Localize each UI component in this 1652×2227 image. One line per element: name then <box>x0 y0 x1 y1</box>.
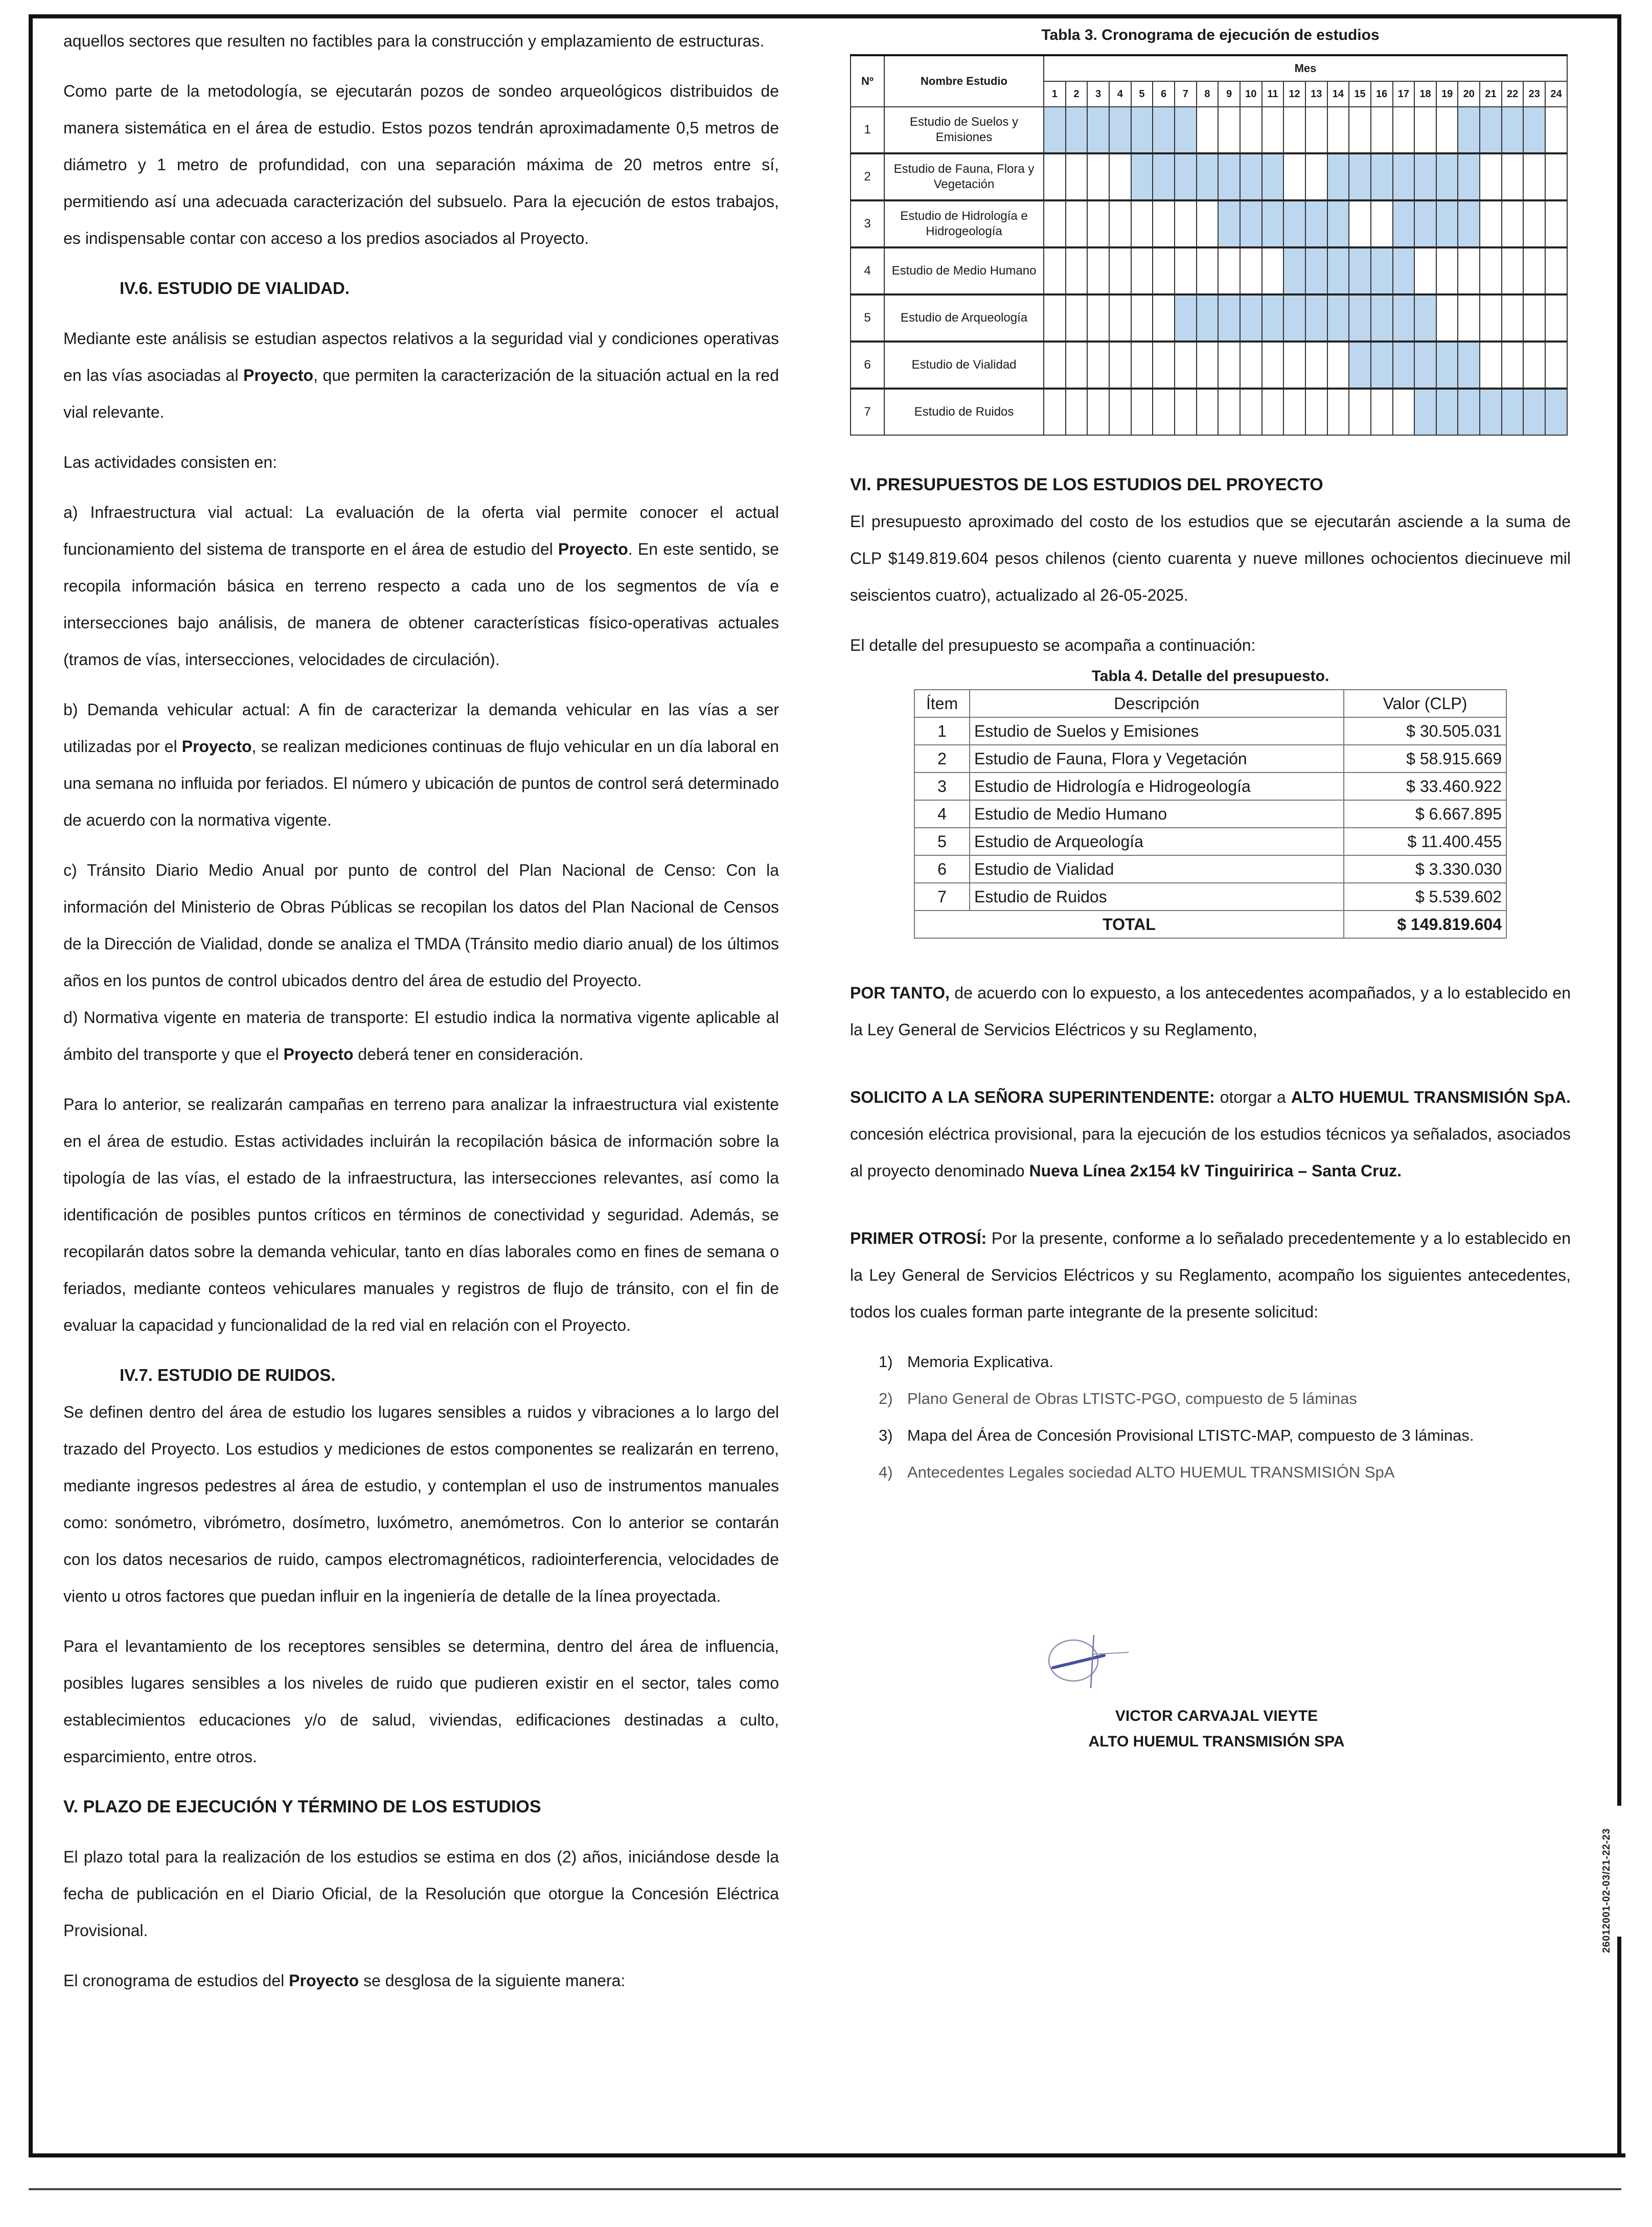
gantt-cell <box>1502 389 1524 435</box>
budget-cell-value: $ 30.505.031 <box>1344 717 1506 745</box>
gantt-cell <box>1218 107 1240 153</box>
gantt-cell <box>1218 389 1240 435</box>
gantt-cell <box>1066 107 1088 153</box>
paragraph-item-d: d) Normativa vigente en materia de transporte: El estudio indica la normativa vigente aplicable al ámbito del transporte y que el Proyecto deberá tener en consideración. <box>63 1008 779 1063</box>
gantt-cell <box>1262 342 1284 389</box>
gantt-row-number: 6 <box>851 342 884 389</box>
annex-item: 3) Mapa del Área de Concesión Provisional LTISTC-MAP, compuesto de 3 láminas. <box>879 1426 1474 1444</box>
gantt-cell <box>1458 247 1480 294</box>
budget-header-value: Valor (CLP) <box>1344 690 1506 717</box>
gantt-schedule-table <box>850 54 1568 436</box>
gantt-cell <box>1044 107 1066 153</box>
gantt-cell <box>1523 342 1545 389</box>
gantt-cell <box>1480 107 1502 153</box>
gantt-cell <box>1044 294 1066 342</box>
gantt-cell <box>1371 200 1393 247</box>
budget-cell-value: $ 11.400.455 <box>1344 828 1506 855</box>
gantt-cell <box>1218 153 1240 200</box>
gantt-row <box>851 342 1567 389</box>
page-border-right-lower <box>1617 1937 1621 2157</box>
gantt-cell <box>1480 247 1502 294</box>
gantt-row-name: Estudio de Arqueología <box>884 294 1044 342</box>
gantt-cell <box>1502 342 1524 389</box>
gantt-cell <box>1175 342 1197 389</box>
budget-cell-desc: Estudio de Ruidos <box>970 883 1344 911</box>
gantt-body <box>851 107 1567 435</box>
paragraph-item-b: b) Demanda vehicular actual: A fin de caracterizar la demanda vehicular en las vías a ser utilizadas por el Proyecto, se realizan mediciones continuas de flujo vehicular en un día laboral en una semana no influida por feriados. El número y ubicación de puntos de control será determinado de acuerdo con la normativa vigente. <box>63 700 779 829</box>
page-border-left <box>29 14 33 2157</box>
gantt-cell <box>1197 247 1219 294</box>
gantt-cell <box>1087 107 1109 153</box>
budget-total-value: $ 149.819.604 <box>1344 911 1506 938</box>
gantt-cell <box>1087 294 1109 342</box>
gantt-cell <box>1044 342 1066 389</box>
gantt-cell <box>1131 200 1153 247</box>
paragraph-detalle: El detalle del presupuesto se acompaña a continuación: <box>850 636 1256 654</box>
gantt-cell <box>1218 247 1240 294</box>
gantt-row-number: 2 <box>851 153 884 200</box>
budget-row <box>914 855 1506 883</box>
gantt-cell <box>1480 389 1502 435</box>
gantt-cell <box>1131 342 1153 389</box>
budget-cell-item: 7 <box>914 883 970 911</box>
gantt-cell <box>1283 247 1305 294</box>
budget-row <box>914 883 1506 911</box>
budget-row <box>914 745 1506 772</box>
gantt-row-number: 5 <box>851 294 884 342</box>
gantt-cell <box>1283 389 1305 435</box>
gantt-cell <box>1502 107 1524 153</box>
budget-cell-value: $ 3.330.030 <box>1344 855 1506 883</box>
gantt-caption: Tabla 3. Cronograma de ejecución de estudios <box>1041 27 1380 43</box>
gantt-cell <box>1414 247 1436 294</box>
paragraph-campanas: Para lo anterior, se realizarán campañas en terreno para analizar la infraestructura vial existente en el área de estudio. Estas actividades incluirán la recopilación básica de información sobre la tipología de las vías, el estado de la infraestructura, las intersecciones relevantes, así como la identificación de posibles puntos críticos en términos de conectividad y seguridad. Además, se recopilarán datos sobre la demanda vehicular, tanto en días laborales como en fines de semana o feriados, mediante conteos vehiculares manuales y registros de flujo de tránsito, con el fin de evaluar la capacidad y funcionalidad de la red vial en relación con el Proyecto. <box>63 1095 779 1334</box>
gantt-cell <box>1414 107 1436 153</box>
document-stamp: 26012001-02-03/21-22-23 <box>1601 1828 1612 1953</box>
gantt-cell <box>1044 247 1066 294</box>
gantt-cell <box>1087 200 1109 247</box>
gantt-cell <box>1197 107 1219 153</box>
gantt-row <box>851 200 1567 247</box>
gantt-month-24: 24 <box>1545 81 1567 107</box>
gantt-cell <box>1458 389 1480 435</box>
gantt-cell <box>1458 294 1480 342</box>
gantt-cell <box>1283 107 1305 153</box>
gantt-cell <box>1262 389 1284 435</box>
paragraph-ruidos-1: Se definen dentro del área de estudio los lugares sensibles a ruidos y vibraciones a lo largo del trazado del Proyecto. Los estudios y mediciones de estos componentes se realizarán en terreno, mediante ingresos pedestres al área de estudio, y contemplan el uso de instrumentos manuales como: sonómetro, vibrómetro, dosímetro, luxómetro, anemómetros. Con lo anterior se contarán con los datos necesarios de ruido, campos electromagnéticos, radiointerferencia, velocidades de viento u otros factores que puedan influir en la ingeniería de detalle de la línea proyectada. <box>63 1403 779 1605</box>
gantt-header-number: Nº <box>851 55 884 107</box>
gantt-cell <box>1545 107 1567 153</box>
gantt-cell <box>1545 389 1567 435</box>
gantt-cell <box>1131 294 1153 342</box>
gantt-cell <box>1109 200 1131 247</box>
gantt-cell <box>1414 294 1436 342</box>
gantt-cell <box>1262 153 1284 200</box>
gantt-cell <box>1305 153 1327 200</box>
gantt-cell <box>1153 389 1175 435</box>
budget-cell-item: 6 <box>914 855 970 883</box>
budget-total-label: TOTAL <box>914 911 1344 938</box>
gantt-cell <box>1066 200 1088 247</box>
gantt-cell <box>1414 342 1436 389</box>
gantt-cell <box>1349 294 1371 342</box>
gantt-cell <box>1436 247 1458 294</box>
gantt-cell <box>1109 107 1131 153</box>
gantt-cell <box>1393 200 1415 247</box>
page-border-bottom <box>29 2153 1625 2157</box>
gantt-cell <box>1327 200 1349 247</box>
budget-cell-item: 1 <box>914 717 970 745</box>
gantt-cell <box>1371 389 1393 435</box>
gantt-cell <box>1175 247 1197 294</box>
gantt-cell <box>1175 294 1197 342</box>
gantt-cell <box>1109 294 1131 342</box>
gantt-month-11: 11 <box>1262 81 1284 107</box>
gantt-cell <box>1066 389 1088 435</box>
gantt-cell <box>1262 294 1284 342</box>
gantt-cell <box>1240 342 1262 389</box>
gantt-month-4: 4 <box>1109 81 1131 107</box>
gantt-row-name: Estudio de Hidrología e Hidrogeología <box>884 200 1044 247</box>
paragraph-vialidad-intro: Mediante este análisis se estudian aspectos relativos a la seguridad vial y condiciones operativas en las vías asociadas al Proyecto, que permiten la caracterización de la situación actual en la red vial relevante. <box>63 329 779 421</box>
budget-cell-desc: Estudio de Hidrología e Hidrogeología <box>970 772 1344 800</box>
gantt-cell <box>1109 247 1131 294</box>
budget-cell-item: 3 <box>914 772 970 800</box>
gantt-row-name: Estudio de Fauna, Flora y Vegetación <box>884 153 1044 200</box>
gantt-cell <box>1393 107 1415 153</box>
gantt-cell <box>1349 153 1371 200</box>
gantt-month-23: 23 <box>1523 81 1545 107</box>
gantt-cell <box>1523 200 1545 247</box>
gantt-cell <box>1305 342 1327 389</box>
gantt-row-number: 3 <box>851 200 884 247</box>
gantt-cell <box>1371 342 1393 389</box>
gantt-cell <box>1327 389 1349 435</box>
gantt-cell <box>1545 342 1567 389</box>
gantt-month-7: 7 <box>1175 81 1197 107</box>
gantt-cell <box>1414 200 1436 247</box>
gantt-cell <box>1044 153 1066 200</box>
budget-cell-item: 2 <box>914 745 970 772</box>
right-column <box>850 22 1571 1491</box>
budget-header-description: Descripción <box>970 690 1344 717</box>
gantt-cell <box>1545 153 1567 200</box>
gantt-cell <box>1393 153 1415 200</box>
gantt-month-18: 18 <box>1414 81 1436 107</box>
gantt-cell <box>1502 247 1524 294</box>
gantt-month-9: 9 <box>1218 81 1240 107</box>
budget-cell-desc: Estudio de Suelos y Emisiones <box>970 717 1344 745</box>
gantt-cell <box>1414 389 1436 435</box>
gantt-cell <box>1393 389 1415 435</box>
budget-cell-desc: Estudio de Arqueología <box>970 828 1344 855</box>
gantt-month-12: 12 <box>1283 81 1305 107</box>
paragraph-por-tanto: POR TANTO, de acuerdo con lo expuesto, a los antecedentes acompañados, y a lo establecido en la Ley General de Servicios Eléctricos y su Reglamento, <box>850 984 1571 1039</box>
paragraph-solicito: SOLICITO A LA SEÑORA SUPERINTENDENTE: otorgar a ALTO HUEMUL TRANSMISIÓN SpA. concesión eléctrica provisional, para la ejecución de los estudios técnicos ya señalados, asociados al proyecto denominado Nueva Línea 2x154 kV Tinguiririca – Santa Cruz. <box>850 1088 1571 1180</box>
gantt-month-2: 2 <box>1066 81 1088 107</box>
gantt-row <box>851 247 1567 294</box>
gantt-cell <box>1458 200 1480 247</box>
budget-row <box>914 717 1506 745</box>
gantt-cell <box>1502 200 1524 247</box>
gantt-cell <box>1414 153 1436 200</box>
gantt-cell <box>1523 107 1545 153</box>
signatory-company: ALTO HUEMUL TRANSMISIÓN SPA <box>1088 1733 1345 1750</box>
gantt-cell <box>1523 247 1545 294</box>
gantt-month-3: 3 <box>1087 81 1109 107</box>
gantt-cell <box>1502 294 1524 342</box>
paragraph-item-a: a) Infraestructura vial actual: La evaluación de la oferta vial permite conocer el actual funcionamiento del sistema de transporte en el área de estudio del Proyecto. En este sentido, se recopila información básica en terreno respecto a cada uno de los segmentos de vía e intersecciones bajo análisis, de manera de obtener características físico-operativas actuales (tramos de vías, intersecciones, velocidades de circulación). <box>63 503 779 669</box>
paragraph-presupuesto: El presupuesto aproximado del costo de los estudios que se ejecutarán asciende a la suma de CLP $149.819.604 pesos chilenos (ciento cuarenta y nueve millones ochocientos diecinueve mil seiscientos cuatro), actualizado al 26-05-2025. <box>850 512 1571 604</box>
heading-estudio-vialidad: IV.6. ESTUDIO DE VIALIDAD. <box>120 279 350 298</box>
gantt-cell <box>1283 153 1305 200</box>
gantt-cell <box>1153 294 1175 342</box>
gantt-cell <box>1131 107 1153 153</box>
annex-item: 2) Plano General de Obras LTISTC-PGO, compuesto de 5 láminas <box>879 1390 1357 1407</box>
gantt-cell <box>1066 153 1088 200</box>
gantt-month-17: 17 <box>1393 81 1415 107</box>
gantt-cell <box>1327 107 1349 153</box>
paragraph-plazo: El plazo total para la realización de los estudios se estima en dos (2) años, iniciándose desde la fecha de publicación en el Diario Oficial, de la Resolución que otorgue la Concesión Eléctrica Provisional. <box>63 1848 779 1940</box>
budget-cell-desc: Estudio de Fauna, Flora y Vegetación <box>970 745 1344 772</box>
gantt-cell <box>1523 389 1545 435</box>
gantt-cell <box>1109 153 1131 200</box>
paragraph-item-c: c) Tránsito Diario Medio Anual por punto de control del Plan Nacional de Censo: Con la información del Ministerio de Obras Públicas se recopilan los datos del Plan Nacional de Censos de la Dirección de Vialidad, donde se analiza el TMDA (Tránsito medio diario anual) de los últimos años en los puntos de control ubicados dentro del área de estudio del Proyecto. <box>63 861 779 990</box>
budget-cell-value: $ 33.460.922 <box>1344 772 1506 800</box>
budget-row <box>914 800 1506 828</box>
gantt-cell <box>1480 153 1502 200</box>
gantt-month-15: 15 <box>1349 81 1371 107</box>
gantt-cell <box>1131 389 1153 435</box>
heading-plazo-ejecucion: V. PLAZO DE EJECUCIÓN Y TÉRMINO DE LOS ESTUDIOS <box>63 1797 541 1816</box>
gantt-cell <box>1436 294 1458 342</box>
gantt-cell <box>1283 200 1305 247</box>
gantt-cell <box>1218 200 1240 247</box>
left-column <box>63 22 779 1999</box>
annex-list <box>850 1344 1571 1491</box>
gantt-cell <box>1458 107 1480 153</box>
budget-total-row <box>914 911 1506 938</box>
gantt-row-name: Estudio de Ruidos <box>884 389 1044 435</box>
gantt-cell <box>1458 342 1480 389</box>
budget-cell-value: $ 58.915.669 <box>1344 745 1506 772</box>
signatory-name: VICTOR CARVAJAL VIEYTE <box>1115 1708 1318 1724</box>
paragraph-primer-otrosi: PRIMER OTROSÍ: Por la presente, conforme a lo señalado precedentemente y a lo establecido en la Ley General de Servicios Eléctricos y su Reglamento, acompaño los siguientes antecedentes, todos los cuales forman parte integrante de la presente solicitud: <box>850 1229 1571 1321</box>
gantt-cell <box>1087 342 1109 389</box>
gantt-cell <box>1327 342 1349 389</box>
gantt-cell <box>1218 342 1240 389</box>
gantt-cell <box>1545 200 1567 247</box>
gantt-cell <box>1349 107 1371 153</box>
gantt-cell <box>1087 389 1109 435</box>
gantt-row-number: 1 <box>851 107 884 153</box>
budget-row <box>914 772 1506 800</box>
gantt-cell <box>1393 247 1415 294</box>
budget-cell-item: 4 <box>914 800 970 828</box>
budget-row <box>914 828 1506 855</box>
budget-cell-value: $ 5.539.602 <box>1344 883 1506 911</box>
gantt-month-14: 14 <box>1327 81 1349 107</box>
gantt-month-1: 1 <box>1044 81 1066 107</box>
budget-cell-desc: Estudio de Medio Humano <box>970 800 1344 828</box>
gantt-cell <box>1305 247 1327 294</box>
budget-body <box>914 717 1506 911</box>
gantt-cell <box>1283 342 1305 389</box>
annex-item: 4) Antecedentes Legales sociedad ALTO HUEMUL TRANSMISIÓN SpA <box>879 1463 1395 1481</box>
gantt-cell <box>1480 200 1502 247</box>
gantt-cell <box>1349 389 1371 435</box>
gantt-cell <box>1327 153 1349 200</box>
paragraph-ruidos-2: Para el levantamiento de los receptores sensibles se determina, dentro del área de influencia, posibles lugares sensibles a los niveles de ruido que pudieren existir en el sector, tales como establecimientos educaciones y/o de salud, viviendas, edificaciones destinadas a culto, esparcimiento, entre otros. <box>63 1637 779 1766</box>
gantt-cell <box>1197 342 1219 389</box>
gantt-row <box>851 107 1567 153</box>
gantt-cell <box>1044 200 1066 247</box>
gantt-month-5: 5 <box>1131 81 1153 107</box>
paragraph-intro-tail: aquellos sectores que resulten no factibles para la construcción y emplazamiento de estructuras. <box>63 32 765 50</box>
paragraph-cronograma: El cronograma de estudios del Proyecto se desglosa de la siguiente manera: <box>63 1971 626 1990</box>
gantt-cell <box>1109 342 1131 389</box>
page-border-top <box>29 14 1621 18</box>
gantt-cell <box>1153 247 1175 294</box>
footer-rule <box>29 2188 1621 2190</box>
heading-presupuestos: VI. PRESUPUESTOS DE LOS ESTUDIOS DEL PROYECTO <box>850 475 1323 494</box>
gantt-month-16: 16 <box>1371 81 1393 107</box>
gantt-cell <box>1240 200 1262 247</box>
budget-cell-value: $ 6.667.895 <box>1344 800 1506 828</box>
budget-header-item: Ítem <box>914 690 970 717</box>
gantt-cell <box>1066 294 1088 342</box>
gantt-cell <box>1393 294 1415 342</box>
gantt-cell <box>1523 153 1545 200</box>
page-border-right-upper <box>1617 14 1621 1806</box>
gantt-cell <box>1197 294 1219 342</box>
gantt-month-13: 13 <box>1305 81 1327 107</box>
gantt-month-8: 8 <box>1197 81 1219 107</box>
gantt-cell <box>1305 200 1327 247</box>
gantt-cell <box>1523 294 1545 342</box>
gantt-header-month: Mes <box>1044 55 1567 81</box>
gantt-cell <box>1066 247 1088 294</box>
gantt-cell <box>1131 153 1153 200</box>
gantt-cell <box>1240 294 1262 342</box>
gantt-cell <box>1371 247 1393 294</box>
gantt-row-name: Estudio de Vialidad <box>884 342 1044 389</box>
gantt-cell <box>1436 107 1458 153</box>
gantt-cell <box>1240 247 1262 294</box>
gantt-cell <box>1458 153 1480 200</box>
gantt-cell <box>1436 389 1458 435</box>
gantt-cell <box>1066 342 1088 389</box>
heading-estudio-ruidos: IV.7. ESTUDIO DE RUIDOS. <box>120 1366 336 1384</box>
gantt-cell <box>1502 153 1524 200</box>
gantt-cell <box>1240 107 1262 153</box>
gantt-cell <box>1153 153 1175 200</box>
gantt-cell <box>1175 107 1197 153</box>
gantt-month-22: 22 <box>1502 81 1524 107</box>
gantt-header-name: Nombre Estudio <box>884 55 1044 107</box>
gantt-cell <box>1349 342 1371 389</box>
gantt-cell <box>1305 294 1327 342</box>
gantt-cell <box>1262 247 1284 294</box>
handwritten-signature-icon <box>1043 1631 1135 1692</box>
gantt-row <box>851 389 1567 435</box>
gantt-row <box>851 294 1567 342</box>
gantt-cell <box>1436 342 1458 389</box>
gantt-row-name: Estudio de Suelos y Emisiones <box>884 107 1044 153</box>
budget-table <box>914 689 1507 939</box>
gantt-month-19: 19 <box>1436 81 1458 107</box>
gantt-row-number: 4 <box>851 247 884 294</box>
gantt-cell <box>1545 247 1567 294</box>
gantt-row-number: 7 <box>851 389 884 435</box>
gantt-cell <box>1371 294 1393 342</box>
gantt-cell <box>1153 107 1175 153</box>
gantt-cell <box>1175 200 1197 247</box>
gantt-cell <box>1153 200 1175 247</box>
gantt-month-10: 10 <box>1240 81 1262 107</box>
gantt-cell <box>1305 107 1327 153</box>
gantt-cell <box>1175 389 1197 435</box>
gantt-cell <box>1153 342 1175 389</box>
budget-caption: Tabla 4. Detalle del presupuesto. <box>1091 668 1329 685</box>
gantt-cell <box>1327 294 1349 342</box>
gantt-cell <box>1349 200 1371 247</box>
gantt-cell <box>1087 247 1109 294</box>
gantt-cell <box>1393 342 1415 389</box>
gantt-cell <box>1109 389 1131 435</box>
gantt-cell <box>1349 247 1371 294</box>
gantt-cell <box>1262 107 1284 153</box>
gantt-cell <box>1436 153 1458 200</box>
gantt-cell <box>1197 200 1219 247</box>
gantt-cell <box>1240 389 1262 435</box>
gantt-cell <box>1371 107 1393 153</box>
gantt-cell <box>1480 294 1502 342</box>
budget-cell-item: 5 <box>914 828 970 855</box>
gantt-cell <box>1305 389 1327 435</box>
annex-item: 1) Memoria Explicativa. <box>879 1353 1053 1371</box>
gantt-cell <box>1044 389 1066 435</box>
gantt-cell <box>1545 294 1567 342</box>
gantt-month-20: 20 <box>1458 81 1480 107</box>
gantt-cell <box>1283 294 1305 342</box>
gantt-cell <box>1262 200 1284 247</box>
gantt-cell <box>1197 153 1219 200</box>
gantt-cell <box>1480 342 1502 389</box>
paragraph-metodologia: Como parte de la metodología, se ejecutarán pozos de sondeo arqueológicos distribuidos de manera sistemática en el área de estudio. Estos pozos tendrán aproximadamente 0,5 metros de diámetro y 1 metro de profundidad, con una separación máxima de 20 metros entre sí, permitiendo así una adecuada caracterización del subsuelo. Para la ejecución de estos trabajos, es indispensable contar con acceso a los predios asociados al Proyecto. <box>63 82 779 247</box>
gantt-cell <box>1240 153 1262 200</box>
gantt-month-6: 6 <box>1153 81 1175 107</box>
gantt-cell <box>1327 247 1349 294</box>
gantt-cell <box>1175 153 1197 200</box>
gantt-month-21: 21 <box>1480 81 1502 107</box>
gantt-row-name: Estudio de Medio Humano <box>884 247 1044 294</box>
gantt-cell <box>1371 153 1393 200</box>
gantt-cell <box>1087 153 1109 200</box>
budget-cell-desc: Estudio de Vialidad <box>970 855 1344 883</box>
gantt-cell <box>1436 200 1458 247</box>
gantt-row <box>851 153 1567 200</box>
paragraph-actividades: Las actividades consisten en: <box>63 453 278 471</box>
gantt-cell <box>1131 247 1153 294</box>
gantt-cell <box>1197 389 1219 435</box>
gantt-cell <box>1218 294 1240 342</box>
